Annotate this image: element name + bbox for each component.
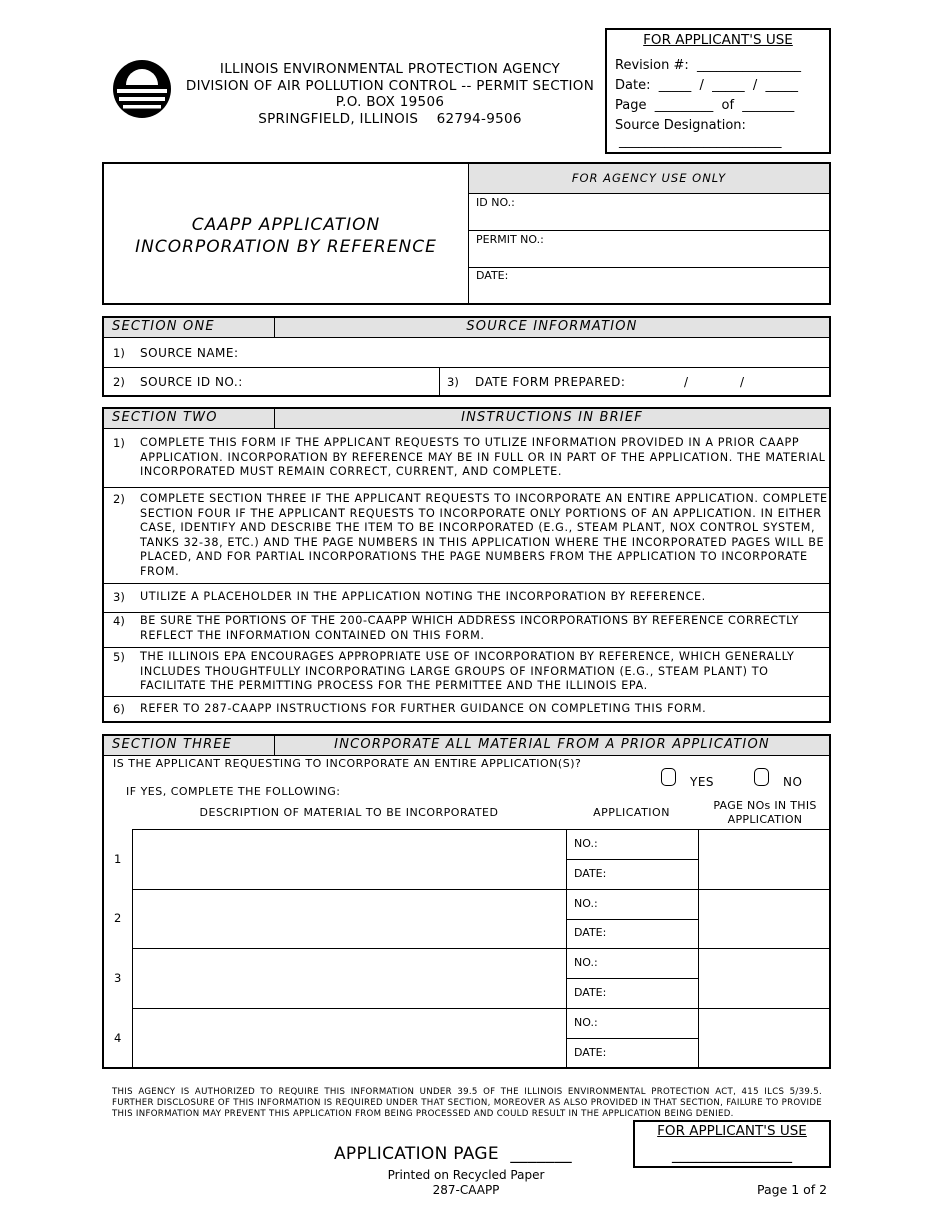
item-number: 2) [113, 375, 125, 389]
application-no-field[interactable]: NO.: [574, 1016, 598, 1029]
form-title-line1: CAAPP APPLICATION [191, 215, 381, 235]
row-number: 4 [114, 1031, 122, 1045]
applicant-date-field[interactable]: Date: _____ / _____ / _____ [615, 78, 799, 93]
page-nos-field[interactable] [700, 831, 827, 887]
instruction-text: BE SURE THE PORTIONS OF THE 200-CAAPP WHICH ADDRESS INCORPORATIONS BY REFERENCE CORRECTLY REFLECT THE INFORMATION CONTAINED ON THIS FORM. [140, 614, 799, 642]
date-slash: / [740, 375, 745, 389]
instruction-number: 4) [113, 614, 125, 628]
page-number: Page 1 of 2 [757, 1182, 828, 1197]
description-field[interactable] [134, 891, 564, 946]
form-title-line2: INCORPORATION BY REFERENCE [135, 237, 437, 257]
section-one [102, 316, 831, 397]
title-block [102, 162, 831, 305]
instruction-number: 1) [113, 436, 125, 450]
section-two [102, 407, 831, 723]
if-yes-instruction: IF YES, COMPLETE THE FOLLOWING: [126, 785, 341, 798]
form-id: 287-CAAPP [432, 1183, 500, 1197]
row-number: 1 [114, 852, 122, 866]
page-nos-field[interactable] [700, 950, 827, 1006]
agency-use-header: FOR AGENCY USE ONLY [469, 164, 829, 194]
section-one-title: SOURCE INFORMATION [466, 319, 638, 334]
no-checkbox[interactable] [754, 768, 769, 786]
date-prepared-field[interactable]: DATE FORM PREPARED: [475, 375, 626, 389]
agency-name: ILLINOIS ENVIRONMENTAL PROTECTION AGENCY [219, 61, 561, 77]
incorporate-question: IS THE APPLICANT REQUESTING TO INCORPORATE AN ENTIRE APPLICATION(S)? [113, 757, 582, 770]
permit-no-field[interactable]: PERMIT NO.: [476, 233, 544, 246]
application-no-field[interactable]: NO.: [574, 956, 598, 969]
section-two-label: SECTION TWO [112, 410, 218, 425]
revision-field[interactable]: Revision #: ________________ [615, 58, 801, 73]
disclosure-notice: THIS AGENCY IS AUTHORIZED TO REQUIRE THIS INFORMATION UNDER 39.5 OF THE ILLINOIS ENVIRONMENTAL PROTECTION ACT, 415 ILCS 5/39.5. FURTHER DISCLOSURE OF THIS INFORMATION IS REQUIRED UNDER THAT SECTION, MOREOVER AS ALSO PROVIDED IN THAT SECTION, FAILURE TO PROVIDE THIS INFORMATION MAY PREVENT THIS APPLICATION FROM BEING PROCESSED AND COULD RESULT IN THE APPLICATION BEING DENIED. [112, 1087, 822, 1119]
yes-checkbox[interactable] [661, 768, 676, 786]
instruction-text: REFER TO 287-CAAPP INSTRUCTIONS FOR FURTHER GUIDANCE ON COMPLETING THIS FORM. [140, 702, 707, 715]
application-page-field[interactable]: APPLICATION PAGE _______ [334, 1144, 572, 1164]
instruction-text: THE ILLINOIS EPA ENCOURAGES APPROPRIATE USE OF INCORPORATION BY REFERENCE, WHICH GENERALLY INCLUDES THOUGHTFULLY INCORPORATING LARGE GROUPS OF INFORMATION (E.G., STEAM PLANT) TO FACILITATE THE PERMITTING PROCESS FOR THE PERMITTEE AND THE ILLINOIS EPA. [140, 650, 795, 692]
application-no-field[interactable]: NO.: [574, 837, 598, 850]
footer-applicant-use-title: FOR APPLICANT'S USE [657, 1123, 807, 1139]
application-date-field[interactable]: DATE: [574, 867, 607, 880]
agency-date-field[interactable]: DATE: [476, 269, 509, 282]
section-one-label: SECTION ONE [112, 319, 215, 334]
recycled-notice: Printed on Recycled Paper [387, 1168, 545, 1182]
application-no-field[interactable]: NO.: [574, 897, 598, 910]
col-description-header: DESCRIPTION OF MATERIAL TO BE INCORPORATED [199, 806, 499, 819]
source-id-field[interactable]: SOURCE ID NO.: [140, 375, 243, 389]
col-pages-header: PAGE NOs IN THIS APPLICATION [713, 799, 817, 826]
item-number: 3) [447, 375, 459, 389]
instruction-text: UTILIZE A PLACEHOLDER IN THE APPLICATION NOTING THE INCORPORATION BY REFERENCE. [140, 590, 706, 603]
instruction-number: 3) [113, 590, 125, 604]
instruction-text: COMPLETE THIS FORM IF THE APPLICANT REQUESTS TO UTLIZE INFORMATION PROVIDED IN A PRIOR CAAPP APPLICATION. INCORPORATION BY REFERENCE MAY BE IN FULL OR IN PART OF THE APPLICATION. THE MATERIAL INCORPORATED MUST REMAIN CORRECT, CURRENT, AND COMPLETE. [140, 436, 826, 478]
row-number: 3 [114, 971, 122, 985]
footer-applicant-use-box [633, 1120, 831, 1168]
agency-address [180, 61, 600, 127]
instruction-number: 2) [113, 492, 125, 506]
applicant-use-title: FOR APPLICANT'S USE [643, 32, 793, 48]
agency-pobox: P.O. BOX 19506 [335, 94, 445, 110]
date-slash: / [684, 375, 689, 389]
application-date-field[interactable]: DATE: [574, 986, 607, 999]
instruction-number: 6) [113, 702, 125, 716]
col-application-header: APPLICATION [593, 806, 670, 819]
page-nos-field[interactable] [700, 1010, 827, 1066]
source-designation-field[interactable]: _________________________ [619, 134, 782, 149]
yes-label: YES [690, 775, 715, 789]
row-number: 2 [114, 911, 122, 925]
application-date-field[interactable]: DATE: [574, 926, 607, 939]
section-three-title: INCORPORATE ALL MATERIAL FROM A PRIOR APPLICATION [334, 737, 770, 752]
section-three [102, 734, 831, 1069]
page-of-field[interactable]: Page _________ of ________ [615, 98, 795, 113]
description-field[interactable] [134, 950, 564, 1006]
agency-logo [112, 59, 172, 119]
instruction-number: 5) [113, 650, 125, 664]
application-date-field[interactable]: DATE: [574, 1046, 607, 1059]
description-field[interactable] [134, 831, 564, 887]
no-label: NO [783, 775, 803, 789]
item-number: 1) [113, 346, 125, 360]
section-three-label: SECTION THREE [112, 737, 233, 752]
source-name-field[interactable]: SOURCE NAME: [140, 346, 239, 360]
description-field[interactable] [134, 1010, 564, 1066]
agency-city: SPRINGFIELD, ILLINOIS 62794-9506 [258, 110, 522, 127]
section-two-title: INSTRUCTIONS IN BRIEF [461, 410, 643, 425]
applicant-use-box [605, 28, 831, 154]
instruction-text: COMPLETE SECTION THREE IF THE APPLICANT REQUESTS TO INCORPORATE AN ENTIRE APPLICATION. COMPLETE SECTION FOUR IF THE APPLICANT REQUESTS TO INCORPORATE ONLY PORTIONS OF AN APPLICATION. IN EITHER CASE, IDENTIFY AND DESCRIBE THE ITEM TO BE INCORPORATED (E.G., STEAM PLANT, NOX CONTROL SYSTEM, TANKS 32-38, ETC.) AND THE PAGE NUMBERS IN THIS APPLICATION WHERE THE INCORPORATED PAGES WILL BE PLACED, AND FOR PARTIAL INCORPORATIONS THE PAGE NUMBERS FROM THE APPLICATION TO INCORPORATE FROM. [140, 492, 828, 578]
agency-division: DIVISION OF AIR POLLUTION CONTROL -- PERMIT SECTION [185, 77, 595, 94]
source-designation-label: Source Designation: [615, 118, 746, 133]
footer-applicant-use-field[interactable]: _______________ [672, 1144, 792, 1163]
id-no-field[interactable]: ID NO.: [476, 196, 515, 209]
page-nos-field[interactable] [700, 891, 827, 946]
